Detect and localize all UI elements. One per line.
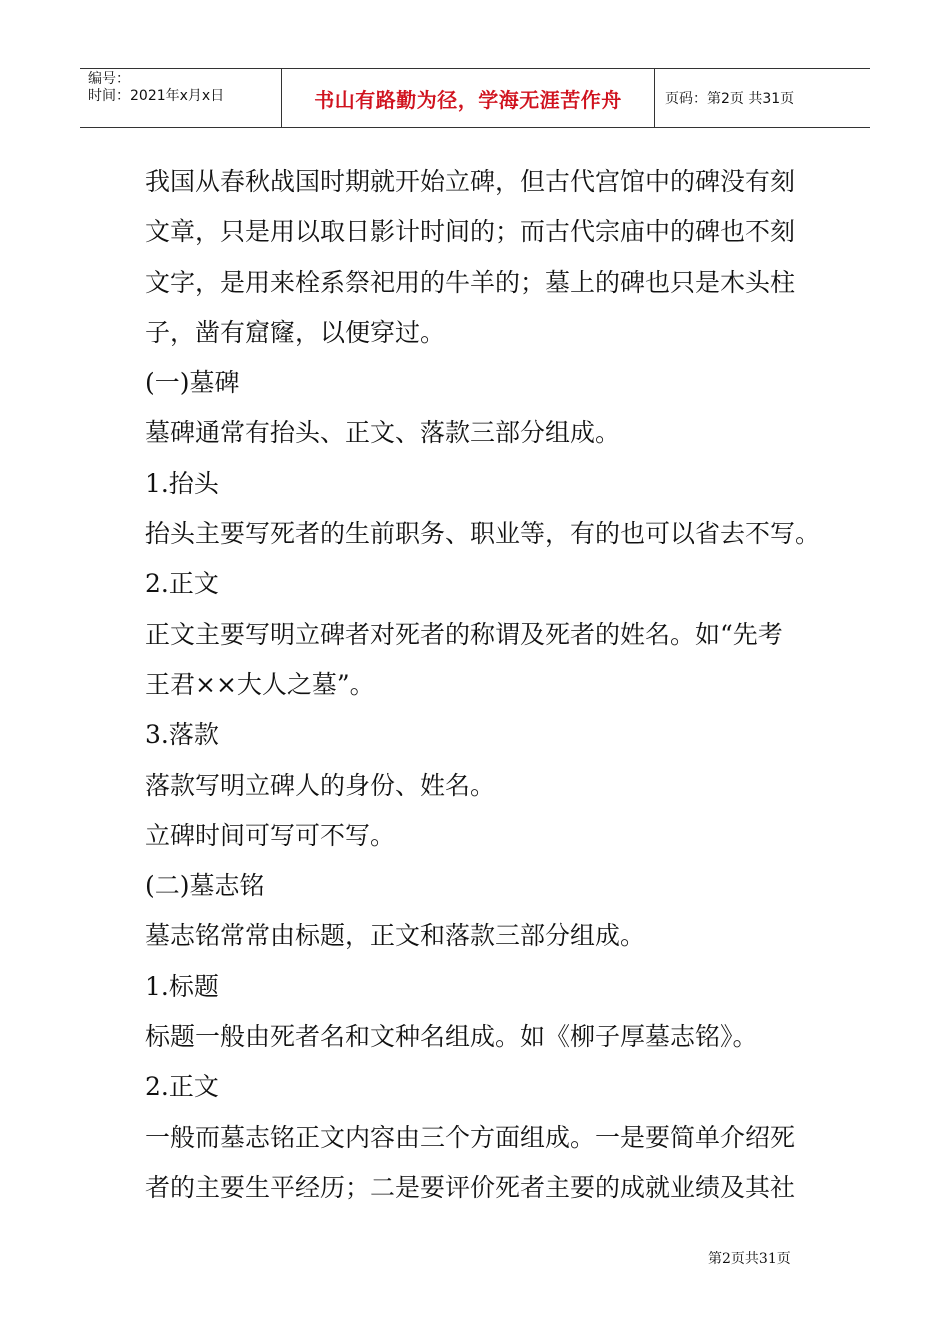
body-line: 立碑时间可写可不写。 [145, 820, 396, 850]
section-heading: (一)墓碑 [145, 368, 240, 398]
body-line: 我国从春秋战国时期就开始立碑，但古代宫馆中的碑没有刻 [145, 167, 796, 196]
number-label: 编号： [88, 71, 130, 87]
subsection-heading: 2.正文 [145, 1072, 219, 1102]
body-line: 标题一般由死者名和文种名组成。如《柳子厚墓志铭》。 [145, 1022, 758, 1052]
body-line: 抬头主要写死者的生前职务、职业等，有的也可以省去不写。 [145, 519, 821, 549]
body-line: 子，凿有窟窿，以便穿过。 [145, 317, 446, 347]
section-heading: (二)墓志铭 [145, 871, 265, 901]
body-line: 落款写明立碑人的身份、姓名。 [145, 770, 496, 800]
document-body [145, 157, 821, 1213]
body-line: 墓碑通常有抬头、正文、落款三部分组成。 [145, 418, 621, 448]
header-page-info: 页码：第2页 共31页 [665, 91, 795, 107]
subsection-heading: 1.抬头 [145, 468, 219, 498]
body-line: 王君××大人之墓”。 [145, 669, 375, 699]
header-motto: 书山有路勤为径，学海无涯苦作舟 [282, 69, 655, 127]
subsection-heading: 2.正文 [145, 569, 219, 599]
body-line: 文章，只是用以取日影计时间的；而古代宗庙中的碑也不刻 [145, 217, 796, 247]
time-label: 时间：2021年x月x日 [88, 88, 225, 104]
subsection-heading: 1.标题 [145, 971, 219, 1001]
body-line: 者的主要生平经历；二是要评价死者主要的成就业绩及其社 [145, 1172, 796, 1202]
page-footer: 第2页共31页 [708, 1251, 791, 1267]
subsection-heading: 3.落款 [145, 720, 219, 750]
header-meta [80, 69, 282, 127]
body-line: 一般而墓志铭正文内容由三个方面组成。一是要简单介绍死 [145, 1122, 796, 1152]
page-header [80, 68, 870, 128]
body-line: 文字，是用来栓系祭祀用的牛羊的；墓上的碑也只是木头柱 [145, 267, 796, 297]
body-line: 墓志铭常常由标题，正文和落款三部分组成。 [145, 921, 646, 951]
body-line: 正文主要写明立碑者对死者的称谓及死者的姓名。如“先考 [145, 619, 783, 649]
